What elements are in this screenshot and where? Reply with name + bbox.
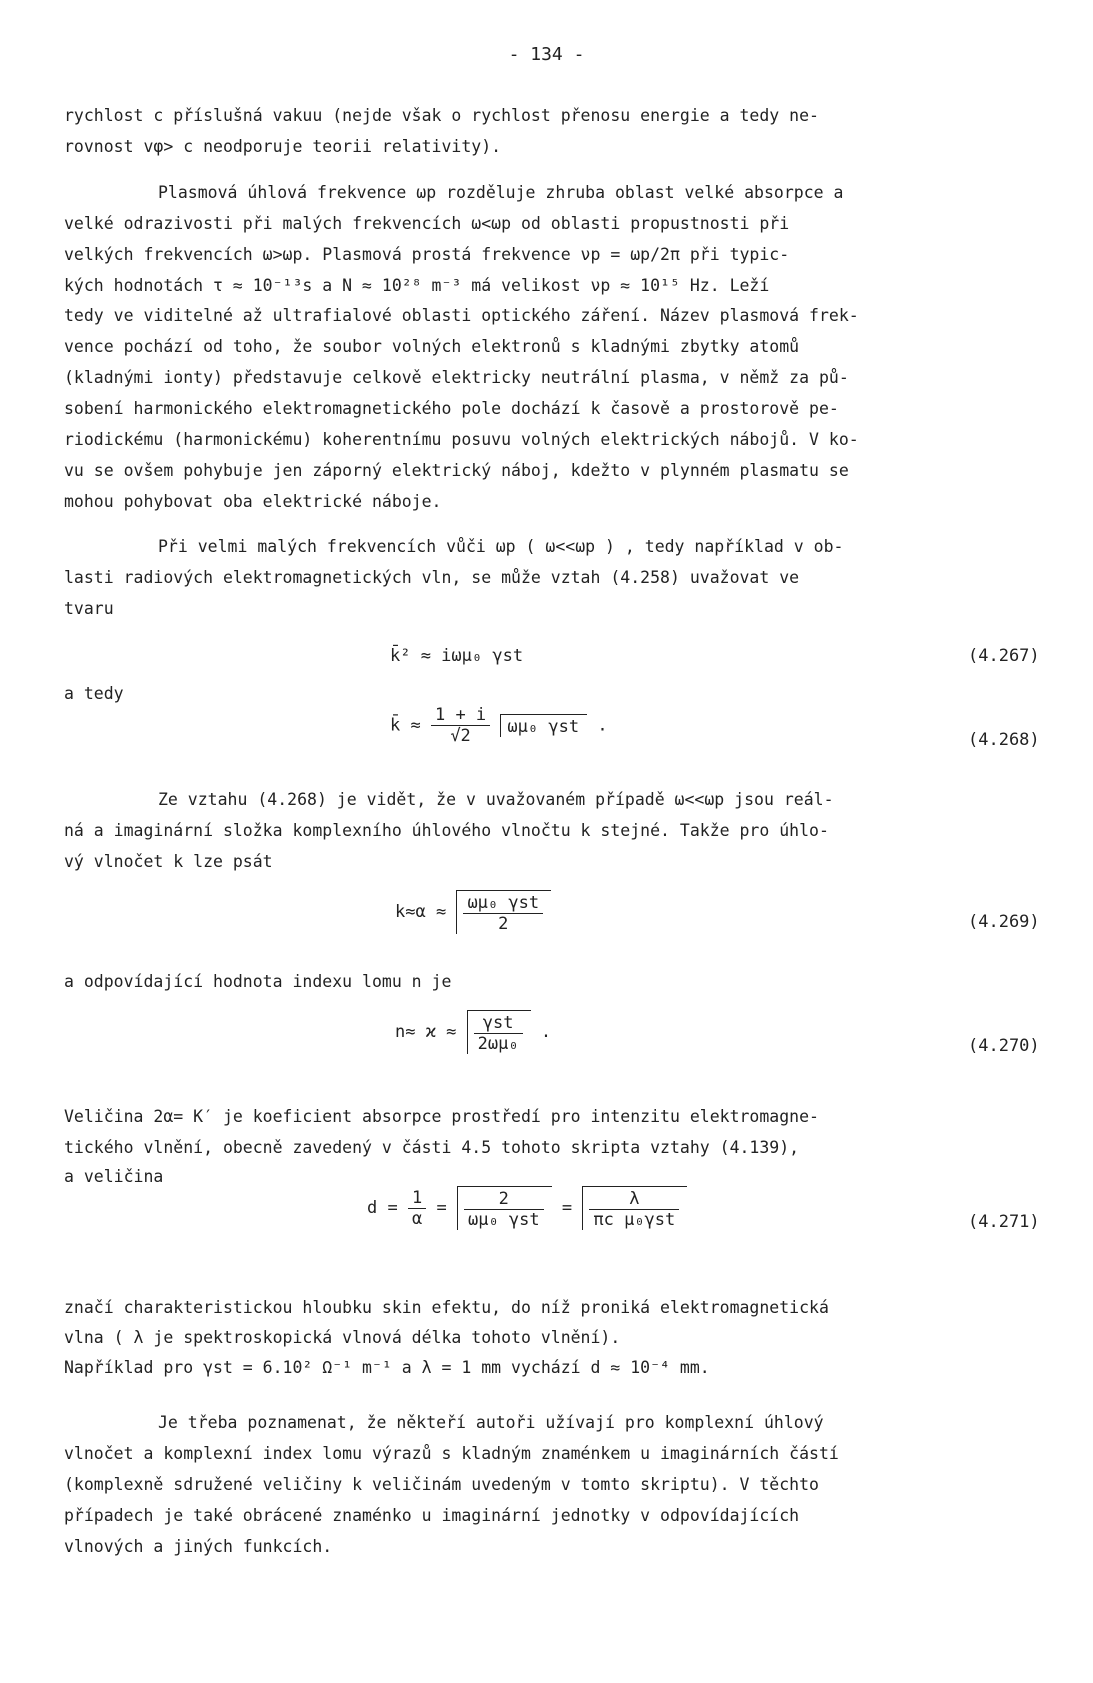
- text-line: Při velmi malých frekvencích vůči ωp ( ω<<ωp ) , tedy například v ob-: [158, 537, 844, 556]
- equation-number: (4.268): [968, 730, 1040, 750]
- text-line: sobení harmonického elektromagnetického pole dochází k časově a prostorově pe-: [64, 399, 839, 418]
- text-line: vý vlnočet k lze psát: [64, 852, 273, 871]
- eq-root: [582, 1186, 687, 1230]
- eq-root: [467, 1010, 531, 1054]
- text-line: velké odrazivosti při malých frekvencích ω<ωp od oblasti propustnosti při: [64, 214, 790, 233]
- eq-denominator: 2ωμ₀: [477, 1034, 519, 1054]
- page-number: - 134 -: [508, 44, 585, 65]
- eq-denominator: √2: [450, 726, 471, 746]
- text-line: tického vlnění, obecně zavedený v části 4.5 tohoto skripta vztahy (4.139),: [64, 1138, 800, 1157]
- eq-denominator: 2: [498, 914, 509, 934]
- text-line: tedy ve viditelné až ultrafialové oblasti optického záření. Název plasmová frek-: [64, 306, 859, 325]
- equation-number: (4.269): [968, 912, 1040, 932]
- text-line: kých hodnotách τ ≈ 10⁻¹³s a N ≈ 10²⁸ m⁻³ má velikost νp ≈ 10¹⁵ Hz. Leží: [64, 276, 770, 295]
- text-line: případech je také obrácené znaménko u imaginární jednotky v odpovídajících: [64, 1506, 800, 1525]
- text-line: a odpovídající hodnota indexu lomu n je: [64, 972, 452, 991]
- text-line: lasti radiových elektromagnetických vln, se může vztah (4.258) uvažovat ve: [64, 568, 800, 587]
- text-line: rychlost c příslušná vakuu (nejde však o rychlost přenosu energie a tedy ne-: [64, 106, 819, 125]
- text-line: Ze vztahu (4.268) je vidět, že v uvažovaném případě ω<<ωp jsou reál-: [158, 790, 834, 809]
- eq-fraction: [464, 1189, 544, 1230]
- eq-equals: =: [561, 1198, 573, 1218]
- eq-root: [457, 1186, 552, 1230]
- text-line: vu se ovšem pohybuje jen záporný elektrický náboj, kdežto v plynném plasmatu se: [64, 461, 849, 480]
- eq-numerator: γst: [474, 1013, 523, 1034]
- eq-fraction: [474, 1013, 523, 1054]
- equation-4-267: k̄² ≈ iωμ₀ γst: [390, 646, 524, 666]
- text-line: tvaru: [64, 599, 114, 618]
- equation-number: (4.267): [968, 646, 1040, 666]
- eq-tail: .: [540, 1022, 552, 1042]
- text-line: vlna ( λ je spektroskopická vlnová délka tohoto vlnění).: [64, 1328, 621, 1347]
- text-line: (kladnými ionty) představuje celkově elektricky neutrální plasma, v němž za pů-: [64, 368, 849, 387]
- eq-lhs: n≈ ϰ ≈: [395, 1022, 457, 1042]
- text-line: rovnost vφ> c neodporuje teorii relativity).: [64, 137, 502, 156]
- eq-denominator: ωμ₀ γst: [467, 1210, 540, 1230]
- text-line: riodickému (harmonickému) koherentnímu posuvu volných elektrických nábojů. V ko-: [64, 430, 859, 449]
- eq-fraction: [589, 1189, 679, 1230]
- eq-lhs: k≈α ≈: [395, 902, 447, 922]
- eq-numerator: 2: [464, 1189, 544, 1210]
- text-line: velkých frekvencích ω>ωp. Plasmová prostá frekvence νp = ωp/2π při typic-: [64, 245, 790, 264]
- eq-root: [456, 890, 551, 934]
- equation-4-271: [367, 1186, 687, 1230]
- text-line: Veličina 2α= K′ je koeficient absorpce prostředí pro intenzitu elektromagne-: [64, 1107, 819, 1126]
- eq-equals: =: [436, 1198, 447, 1218]
- text-line: Plasmová úhlová frekvence ωp rozděluje zhruba oblast velké absorpce a: [158, 183, 844, 202]
- equation-4-270: [395, 1010, 551, 1054]
- text-line: mohou pohybovat oba elektrické náboje.: [64, 492, 442, 511]
- text-line: vlnočet a komplexní index lomu výrazů s kladným znaménkem u imaginárních částí: [64, 1444, 839, 1463]
- eq-lhs: k̄ ≈: [390, 715, 421, 736]
- equation-4-269: [395, 890, 551, 934]
- eq-denominator: πc μ₀γst: [593, 1210, 676, 1230]
- eq-tail: .: [597, 715, 608, 736]
- text-line: Například pro γst = 6.10² Ω⁻¹ m⁻¹ a λ = 1 mm vychází d ≈ 10⁻⁴ mm.: [64, 1358, 710, 1377]
- text-line: a veličina: [64, 1167, 164, 1186]
- equation-number: (4.270): [968, 1036, 1040, 1056]
- eq-fraction: [408, 1188, 426, 1229]
- eq-numerator: λ: [589, 1189, 679, 1210]
- equation-number: (4.271): [968, 1212, 1040, 1232]
- eq-fraction: [431, 705, 490, 746]
- text-line: a tedy: [64, 684, 124, 703]
- eq-denominator: α: [411, 1208, 423, 1229]
- eq-numerator: 1 + i: [431, 705, 490, 726]
- text-line: značí charakteristickou hloubku skin efektu, do níž proniká elektromagnetická: [64, 1298, 829, 1317]
- eq-numerator: ωμ₀ γst: [463, 893, 543, 914]
- text-line: vence pochází od toho, že soubor volných elektronů s kladnými zbytky atomů: [64, 337, 800, 356]
- eq-lhs: d =: [367, 1198, 398, 1218]
- text-line: vlnových a jiných funkcích.: [64, 1537, 333, 1556]
- eq-root: ωμ₀ γst: [500, 714, 587, 737]
- eq-numerator: 1: [408, 1188, 426, 1209]
- text-line: (komplexně sdružené veličiny k veličinám uvedeným v tomto skriptu). V těchto: [64, 1475, 819, 1494]
- eq-fraction: [463, 893, 543, 934]
- text-line: ná a imaginární složka komplexního úhlového vlnočtu k stejné. Takže pro úhlo-: [64, 821, 829, 840]
- equation-4-268: [390, 705, 608, 746]
- text-line: Je třeba poznamenat, že někteří autoři užívají pro komplexní úhlový: [158, 1413, 824, 1432]
